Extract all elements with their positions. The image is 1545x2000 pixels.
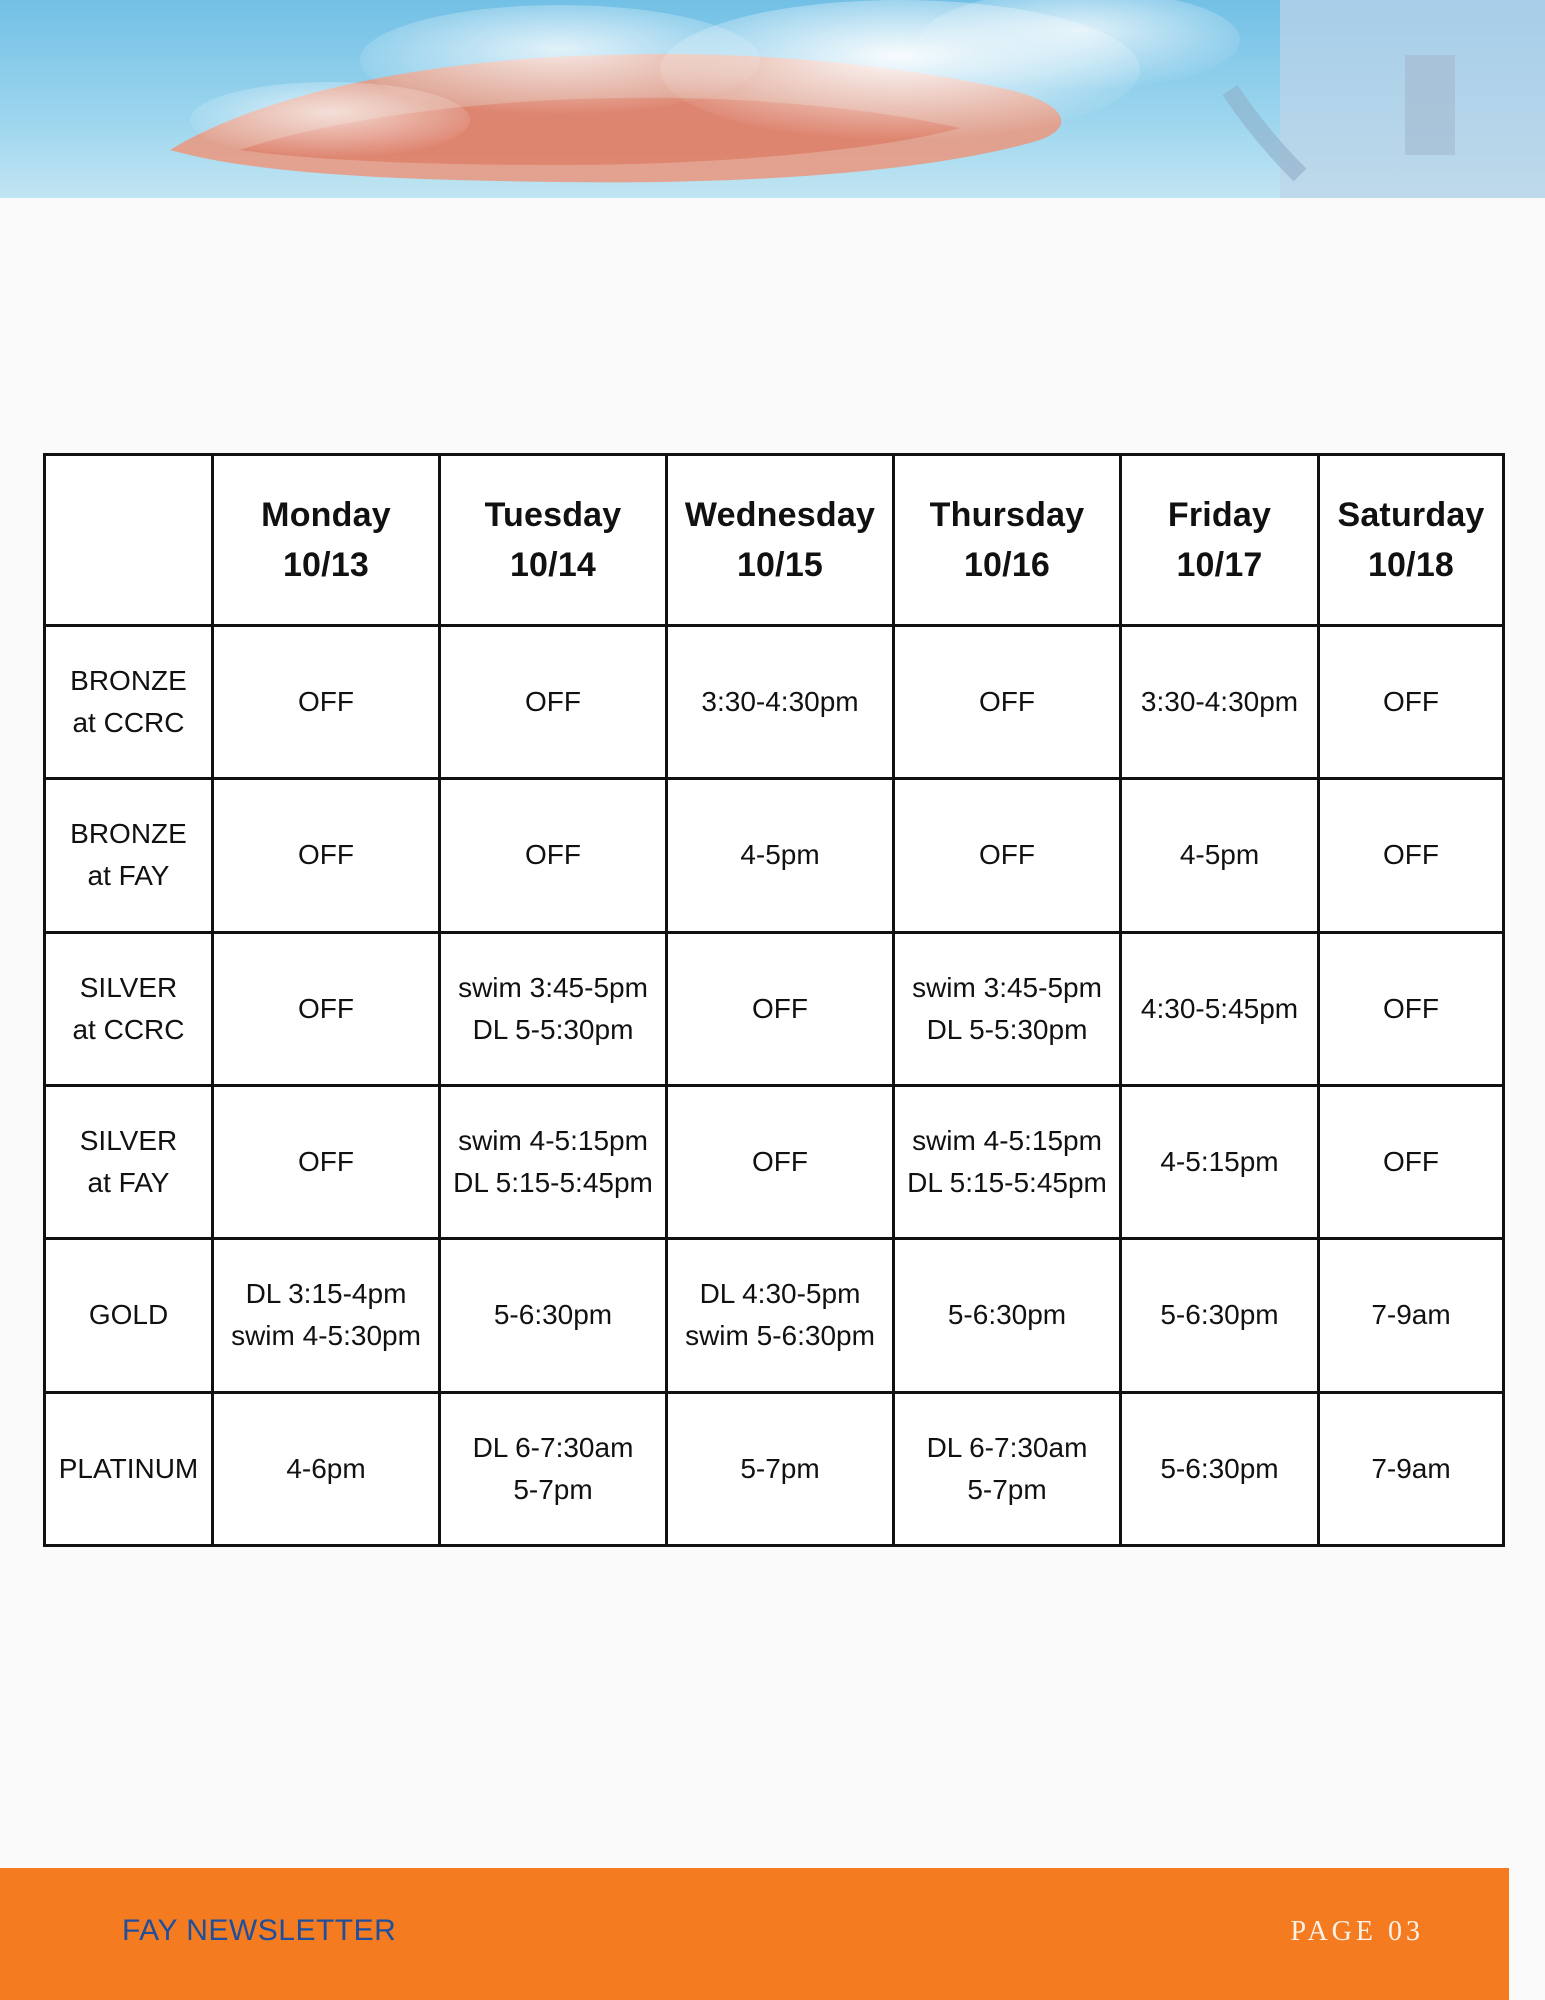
schedule-cell bbox=[1319, 1085, 1504, 1238]
header-row bbox=[45, 455, 1504, 626]
schedule-cell-line: 4-5pm bbox=[1179, 839, 1260, 871]
schedule-cell-line: 5-6:30pm bbox=[947, 1299, 1067, 1331]
schedule-cell bbox=[1121, 1085, 1319, 1238]
schedule-cell-line: OFF bbox=[525, 839, 581, 871]
schedule-cell bbox=[1319, 779, 1504, 932]
schedule-cell-line: swim 3:45-5pm bbox=[912, 971, 1102, 1003]
schedule-cell-line: OFF bbox=[525, 686, 581, 718]
schedule-cell-line: OFF bbox=[1383, 992, 1439, 1024]
table-row bbox=[45, 626, 1504, 779]
group-label-line: GOLD bbox=[88, 1299, 169, 1331]
schedule-cell-line: DL 5:15-5:45pm bbox=[453, 1167, 653, 1199]
schedule-cell-line: OFF bbox=[1383, 839, 1439, 871]
group-label-cell bbox=[45, 932, 213, 1085]
schedule-cell bbox=[213, 932, 440, 1085]
schedule-cell bbox=[667, 779, 894, 932]
schedule-cell-line: DL 5-5:30pm bbox=[926, 1013, 1088, 1045]
schedule-cell bbox=[894, 779, 1121, 932]
schedule-cell bbox=[213, 626, 440, 779]
day-date: 10/17 bbox=[1176, 546, 1263, 584]
schedule-cell bbox=[213, 779, 440, 932]
day-name: Friday bbox=[1167, 496, 1272, 534]
schedule-cell bbox=[213, 1392, 440, 1545]
column-header bbox=[1319, 455, 1504, 626]
schedule-cell bbox=[1319, 932, 1504, 1085]
schedule-cell bbox=[894, 626, 1121, 779]
schedule-cell-line: OFF bbox=[1383, 1146, 1439, 1178]
schedule-cell bbox=[213, 1239, 440, 1392]
group-label-line: BRONZE bbox=[70, 818, 187, 850]
day-name: Saturday bbox=[1337, 496, 1485, 534]
group-label-line: at FAY bbox=[87, 1167, 170, 1199]
group-label-line: at FAY bbox=[87, 860, 170, 892]
column-header bbox=[1121, 455, 1319, 626]
group-label-line: SILVER bbox=[79, 971, 178, 1003]
schedule-cell bbox=[894, 1239, 1121, 1392]
schedule-cell bbox=[1319, 1239, 1504, 1392]
day-name: Monday bbox=[261, 496, 391, 534]
day-date: 10/16 bbox=[963, 546, 1051, 584]
schedule-cell bbox=[667, 1085, 894, 1238]
day-name: Wednesday bbox=[684, 496, 876, 534]
day-name: Tuesday bbox=[484, 496, 622, 534]
schedule-cell bbox=[440, 626, 667, 779]
schedule-cell bbox=[667, 932, 894, 1085]
column-header bbox=[213, 455, 440, 626]
schedule-cell-line: DL 6-7:30am bbox=[926, 1431, 1088, 1463]
day-date: 10/15 bbox=[736, 546, 824, 584]
schedule-cell-line: OFF bbox=[1383, 686, 1439, 718]
schedule-cell-line: DL 3:15-4pm bbox=[245, 1278, 407, 1310]
table-row bbox=[45, 1239, 1504, 1392]
schedule-cell bbox=[1319, 626, 1504, 779]
schedule-cell bbox=[667, 1392, 894, 1545]
swimmer-illustration bbox=[0, 0, 1545, 198]
schedule-cell-line: swim 4-5:30pm bbox=[231, 1320, 421, 1352]
schedule-cell-line: 3:30-4:30pm bbox=[1140, 686, 1299, 718]
page-number: PAGE 03 bbox=[1290, 1916, 1424, 1947]
schedule-cell-line: DL 4:30-5pm bbox=[699, 1278, 861, 1310]
column-header bbox=[667, 455, 894, 626]
schedule-cell bbox=[440, 1085, 667, 1238]
schedule-cell-line: DL 5:15-5:45pm bbox=[907, 1167, 1107, 1199]
schedule-cell-line: 5-7pm bbox=[513, 1473, 593, 1505]
schedule-cell-line: swim 5-6:30pm bbox=[685, 1320, 875, 1352]
schedule-cell bbox=[894, 1085, 1121, 1238]
schedule-cell bbox=[440, 932, 667, 1085]
group-label-line: SILVER bbox=[79, 1125, 178, 1157]
schedule-cell bbox=[1121, 1239, 1319, 1392]
schedule-cell-line: OFF bbox=[752, 1146, 808, 1178]
schedule-cell-line: OFF bbox=[979, 839, 1035, 871]
table-row bbox=[45, 1392, 1504, 1545]
header-photo bbox=[0, 0, 1545, 198]
table-row bbox=[45, 1085, 1504, 1238]
schedule-cell-line: DL 5-5:30pm bbox=[472, 1013, 634, 1045]
schedule-cell-line: 7-9am bbox=[1371, 1299, 1451, 1331]
schedule-cell-line: 5-7pm bbox=[967, 1473, 1047, 1505]
group-label-line: BRONZE bbox=[70, 665, 187, 697]
day-name: Thursday bbox=[929, 496, 1085, 534]
schedule-cell bbox=[213, 1085, 440, 1238]
footer-bar bbox=[0, 1868, 1509, 2000]
newsletter-title: FAY NEWSLETTER bbox=[122, 1914, 397, 1947]
schedule-cell bbox=[440, 779, 667, 932]
schedule-cell bbox=[1121, 779, 1319, 932]
table-row bbox=[45, 779, 1504, 932]
schedule-cell-line: OFF bbox=[979, 686, 1035, 718]
schedule-cell-line: swim 4-5:15pm bbox=[458, 1125, 648, 1157]
corner-cell bbox=[45, 455, 213, 626]
group-label-cell bbox=[45, 626, 213, 779]
column-header bbox=[894, 455, 1121, 626]
group-label-line: at CCRC bbox=[72, 707, 185, 739]
schedule-cell-line: 3:30-4:30pm bbox=[701, 686, 859, 718]
group-label-line: PLATINUM bbox=[58, 1452, 199, 1484]
schedule-cell-line: 5-6:30pm bbox=[493, 1299, 613, 1331]
table-row bbox=[45, 932, 1504, 1085]
group-label-cell bbox=[45, 1085, 213, 1238]
schedule-cell-line: 4-5:15pm bbox=[1160, 1146, 1279, 1178]
schedule-cell-line: 7-9am bbox=[1371, 1452, 1451, 1484]
schedule-cell bbox=[440, 1392, 667, 1545]
practice-schedule-table bbox=[43, 453, 1505, 1547]
schedule-cell-line: 5-6:30pm bbox=[1160, 1299, 1279, 1331]
schedule-cell bbox=[1121, 932, 1319, 1085]
schedule-cell bbox=[667, 626, 894, 779]
schedule-cell-line: OFF bbox=[298, 839, 354, 871]
schedule-cell-line: 4:30-5:45pm bbox=[1140, 992, 1299, 1024]
schedule-cell-line: DL 6-7:30am bbox=[472, 1431, 634, 1463]
day-date: 10/13 bbox=[282, 546, 370, 584]
schedule-cell-line: 5-6:30pm bbox=[1160, 1452, 1279, 1484]
schedule-cell-line: OFF bbox=[298, 686, 354, 718]
schedule-cell-line: OFF bbox=[298, 992, 354, 1024]
column-header bbox=[440, 455, 667, 626]
group-label-cell bbox=[45, 779, 213, 932]
schedule-cell-line: swim 4-5:15pm bbox=[912, 1125, 1102, 1157]
schedule-cell-line: 4-5pm bbox=[740, 839, 820, 871]
schedule-cell bbox=[894, 1392, 1121, 1545]
schedule-cell-line: 5-7pm bbox=[740, 1452, 820, 1484]
group-label-cell bbox=[45, 1239, 213, 1392]
schedule-cell bbox=[894, 932, 1121, 1085]
schedule-cell bbox=[1121, 626, 1319, 779]
group-label-cell bbox=[45, 1392, 213, 1545]
schedule-cell bbox=[440, 1239, 667, 1392]
schedule-cell-line: OFF bbox=[298, 1146, 354, 1178]
schedule-cell bbox=[667, 1239, 894, 1392]
schedule-cell-line: swim 3:45-5pm bbox=[458, 971, 648, 1003]
schedule-cell-line: OFF bbox=[752, 992, 808, 1024]
schedule-cell bbox=[1121, 1392, 1319, 1545]
group-label-line: at CCRC bbox=[72, 1013, 185, 1045]
schedule-cell bbox=[1319, 1392, 1504, 1545]
day-date: 10/18 bbox=[1367, 546, 1455, 584]
day-date: 10/14 bbox=[509, 546, 597, 584]
schedule-cell-line: 4-6pm bbox=[286, 1452, 366, 1484]
